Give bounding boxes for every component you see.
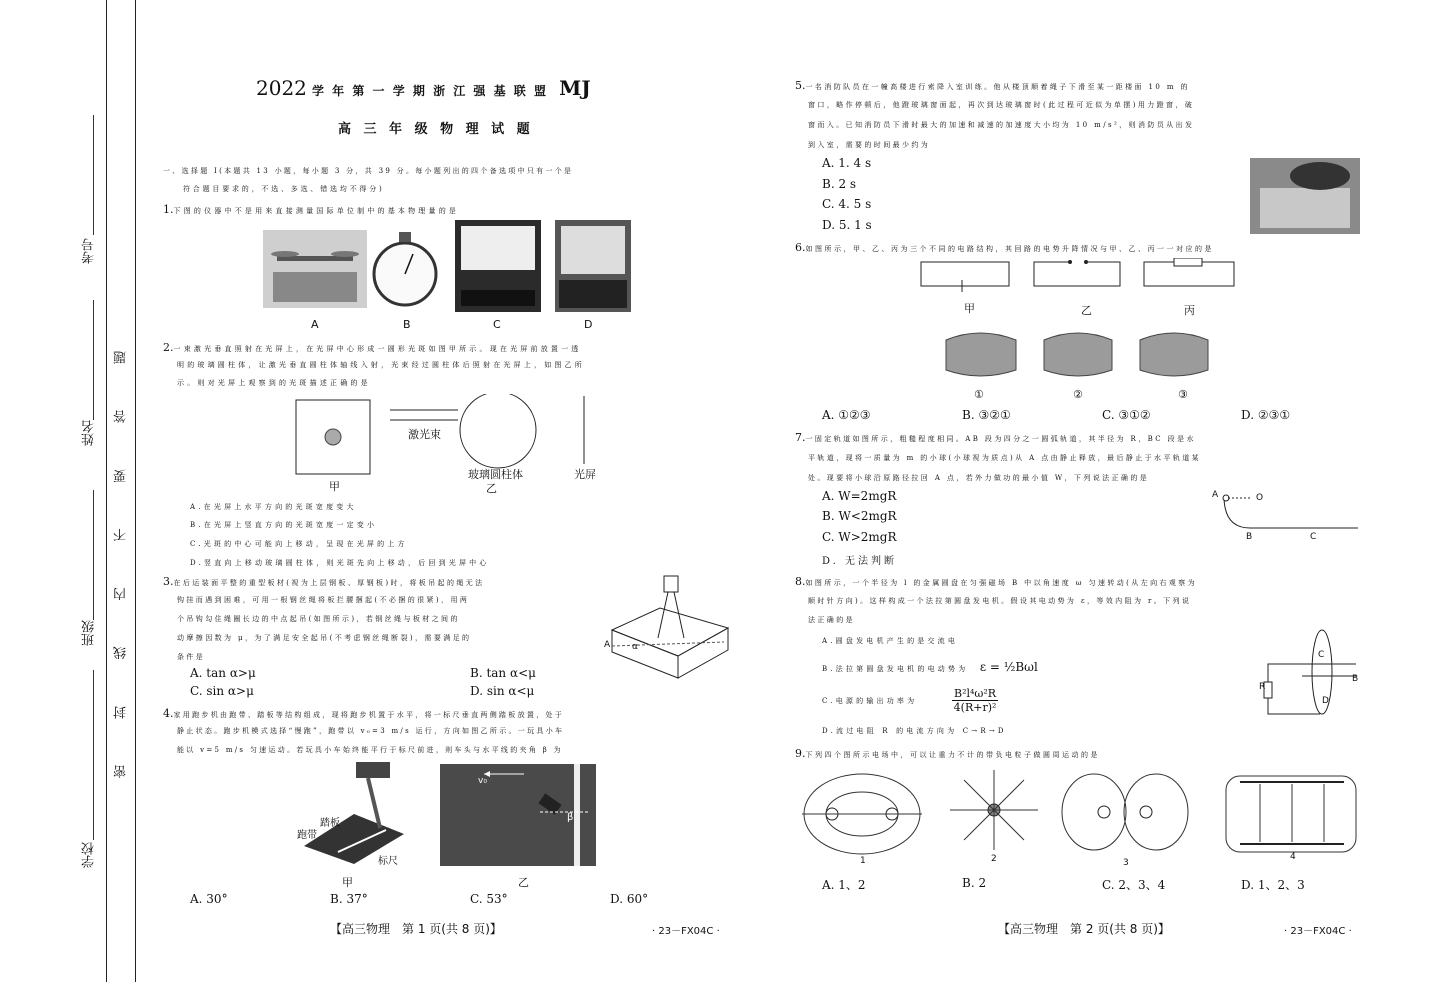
q7-line2: 平轨道，现将一质量为 m 的小球(小球视为质点)从 A 点由静止释放，最后静止于水平轨道某 [808, 454, 1202, 462]
q8-option-b [822, 658, 1038, 679]
voltmeter-terminals [461, 290, 535, 306]
steel-plate-side [678, 628, 728, 678]
q6-potential-rings [940, 324, 1210, 384]
contact-yi-right [1084, 260, 1088, 264]
q9-number: 9. [795, 747, 806, 760]
q4-figure [294, 758, 604, 870]
q8-option-c-fraction [952, 687, 998, 714]
exam-subtitle: 高 三 年 级 物 理 试 题 [338, 122, 534, 137]
q7-option-c: C. W>2mgR [822, 530, 897, 544]
q6-circuit-yi-label: 乙 [1081, 304, 1092, 317]
q4-line3: 能以 v=5 m/s 匀速运动。若玩具小车始终能平行于标尺前进，则车头与水平线的夹角 β 为 [177, 746, 563, 754]
ammeter-dial [561, 226, 625, 274]
q2-option-d: D.竖直向上移动玻璃圆柱体，则光斑先向上移动，后回到光屏中心 [190, 559, 490, 567]
glass-cylinder [460, 394, 536, 468]
q8-option-c [822, 692, 917, 711]
q7-fig-c: C [1310, 532, 1317, 542]
q8-option-c-text: C.电源的输出功率为 [822, 697, 918, 705]
q6-option-c: C. ③①② [1102, 408, 1151, 422]
field3-charge-right [1140, 806, 1152, 818]
q6-circuit-bing-label: 丙 [1184, 304, 1195, 317]
q2-cylinder-label: 玻璃圆柱体 [468, 468, 523, 481]
q8-text1: 如图所示，一个半径为 l 的金属圆盘在匀强磁场 B 中以角速度 ω 匀速转动(从左向右观察为 [805, 579, 1198, 587]
q7-fig-b: B [1246, 532, 1253, 542]
q8-fig-c: C [1318, 650, 1325, 660]
q8-disc-figure [1258, 628, 1368, 718]
q4-beta-label: β [567, 812, 574, 823]
ring-1 [946, 333, 1016, 376]
q1-label-b: B [403, 318, 411, 331]
q7-option-d: D. 无法判断 [822, 556, 898, 567]
q6-option-b: B. ③②① [962, 408, 1011, 422]
q6-option-a: A. ①②③ [822, 408, 871, 422]
q5-photo [1250, 158, 1360, 234]
balance-pan-right [331, 251, 359, 257]
q3-option-c: C. sin α>μ [190, 684, 254, 698]
q6-number: 6. [795, 241, 806, 254]
banji-underline [93, 490, 94, 620]
resistor-bing [1174, 258, 1202, 266]
q8-option-b-expr: ε = ½Bωl [979, 660, 1038, 674]
label-kaohao: 考号 [82, 238, 97, 264]
label-xuexiao: 学校 [82, 842, 97, 868]
q9-field-figures [800, 768, 1360, 856]
stopwatch-crown [399, 232, 411, 242]
q3-figure [604, 572, 734, 684]
q2-option-b: B.在光屏上竖直方向的光斑宽度一定变小 [190, 521, 378, 529]
q9-option-c: C. 2、3、4 [1102, 878, 1166, 892]
q7-fig-a: A [1212, 490, 1219, 500]
q2-option-a: A.在光屏上水平方向的光斑宽度变大 [190, 503, 357, 511]
binding-line-left [106, 0, 107, 982]
field3-lines-right [1124, 774, 1188, 850]
treadmill-console [356, 762, 390, 778]
kaohao-underline [93, 115, 94, 235]
ruler-stripe [574, 764, 580, 866]
q2-text1: 一束激光垂直照射在光屏上，在光屏中心形成一圆形光斑如图甲所示。现在光屏前放置一透 [173, 345, 582, 353]
field4-capacitor [1226, 776, 1356, 852]
q7-option-b: B. W<2mgR [822, 509, 897, 523]
q2-laser-label: 激光束 [408, 428, 441, 441]
q3-option-b: B. tan α<μ [470, 666, 536, 680]
label-banji: 班级 [82, 620, 97, 646]
q2-fig-yi: 乙 [486, 482, 497, 495]
binding-notice: 密 封 线 内 不 要 答 题 [114, 330, 129, 778]
q3-line2: 钩挂而遇到困难，可用一根钢丝绳将板拦腰捆起(不必捆的很紧)，用两 [177, 596, 470, 604]
q9-fig-label-1: 1 [860, 856, 866, 866]
q5-option-d: D. 5. 1 s [822, 218, 872, 232]
q8-line2: 顺时针方向)。这样构成一个法拉第圆盘发电机。假设其电动势为 ε，等效内阻为 r。下列说 [808, 597, 1192, 605]
q7-line3: 处。现要将小球沿原路径拉回 A 点，若外力做功的最小值 W，下列说法正确的是 [808, 474, 1150, 482]
q2-number: 2. [163, 341, 174, 354]
q2-line2: 明的玻璃圆柱体，让激光垂直圆柱体轴线入射，光束经过圆柱体后照射在光屏上，如图乙所 [177, 361, 585, 369]
q3-text1: 在后运装面平整的重型板材(视为上层钢板、厚钢板)时，将板吊起的绳无法 [173, 579, 485, 587]
q1-number: 1. [163, 203, 174, 216]
q5-number: 5. [795, 79, 806, 92]
xingming-underline [93, 300, 94, 420]
q8-line3: 法正确的是 [808, 616, 855, 624]
title-mark: MJ [559, 76, 591, 100]
section1-line1: 一、选择题 Ⅰ(本题共 13 小题，每小题 3 分，共 39 分。每小题列出的四个备选项中只有一个是 [163, 167, 574, 175]
footer-right-code: · 23－FX04C · [1284, 926, 1352, 937]
q5-building-windows [1260, 188, 1350, 228]
q6-text: 如图所示，甲、乙、丙为三个不同的电路结构，其回路的电势升降情况与甲、乙、丙一一对应的是 [805, 245, 1214, 253]
q9-fig-label-2: 2 [991, 854, 997, 864]
q6-ring3-label: ③ [1178, 388, 1188, 401]
q4-option-d: D. 60° [610, 892, 649, 906]
label-xingming: 姓名 [82, 420, 97, 446]
q6-stem [795, 238, 1214, 259]
q9-fig-label-3: 3 [1123, 858, 1129, 868]
q4-ruler-label: 标尺 [378, 856, 398, 867]
q6-circuit-jia-label: 甲 [964, 302, 975, 315]
q1-figure [263, 218, 633, 316]
q3-option-d: D. sin α<μ [470, 684, 535, 698]
q7-text1: 一固定轨道如图所示，粗糙程度相同。AB 段为四分之一圆弧轨道，其半径为 R，BC 段是水 [805, 435, 1196, 443]
xuexiao-underline [93, 670, 94, 840]
q3-line5: 条件是 [177, 653, 206, 661]
q8-fig-d: D [1322, 696, 1329, 706]
title-year: 2022 [256, 76, 307, 100]
q8-option-a: A.圆盘发电机产生的是交流电 [822, 637, 959, 645]
q4-option-b: B. 37° [330, 892, 368, 906]
q8-option-b-text: B.法拉第圆盘发电机的电动势为 [822, 665, 969, 673]
q4-line2: 静止状态。跑步机模式选择“慢跑”，跑带以 v₀=3 m/s 运行，方向如图乙所示。一玩具小车 [177, 727, 565, 735]
screen-spot [325, 429, 341, 445]
balance-pan-left [271, 251, 299, 257]
contact-yi-left [1068, 260, 1072, 264]
rope-left [658, 592, 668, 638]
steel-plate-front [612, 630, 678, 678]
ammeter-base [559, 280, 627, 308]
q6-ring1-label: ① [974, 388, 984, 401]
q1-label-c: C [493, 318, 501, 331]
footer-left-page: 【高三物理 第 1 页(共 8 页)】 [330, 922, 502, 936]
q4-fig-yi: 乙 [518, 876, 529, 889]
circuit-yi [1034, 262, 1120, 286]
q4-option-c: C. 53° [470, 892, 508, 906]
q5-line4: 到入室，需要的时间最少约为 [808, 141, 931, 149]
q8-option-d: D.流过电阻 R 的电流方向为 C→R→D [822, 727, 1007, 735]
q8-fig-r: R [1259, 682, 1266, 692]
q3-number: 3. [163, 575, 174, 588]
ring-2 [1044, 333, 1112, 376]
q4-belt-label: 跑带 [297, 830, 317, 841]
q4-text1: 家用跑步机由跑带、踏板等结构组成，现将跑步机置于水平，将一标尺垂直两侧踏板放置，处于 [173, 711, 565, 719]
q5-option-a: A. 1. 4 s [822, 156, 872, 170]
q8-fraction-denominator: 4(R+r)² [953, 701, 997, 714]
q8-fig-b: B [1352, 674, 1359, 684]
title-rest: 学 年 第 一 学 期 浙 江 强 基 联 盟 [312, 84, 548, 98]
q7-fig-o: O [1256, 493, 1264, 503]
steel-plate-top [612, 608, 728, 656]
field3-charge-left [1098, 806, 1110, 818]
q9-stem [795, 744, 1100, 765]
ring-3 [1140, 333, 1208, 376]
q5-option-b: B. 2 s [822, 177, 857, 191]
q4-option-a: A. 30° [190, 892, 228, 906]
footer-left-code: · 23－FX04C · [652, 926, 720, 937]
q3-fig-a: A [604, 640, 611, 650]
q8-line1 [795, 572, 1197, 593]
q2-screen-label: 光屏 [574, 468, 596, 481]
q9-option-d: D. 1、2、3 [1241, 878, 1305, 892]
field3-lines-left [1062, 774, 1126, 850]
q5-line3: 窗而入。已知消防员下滑时最大的加速和减速的加速度大小均为 10 m/s²，则消防员从出发 [808, 121, 1195, 129]
q3-line1 [163, 572, 485, 593]
q3-line3: 个吊钩勾住绳圈长边的中点起吊(如图所示)，若钢丝绳与板材之间的 [177, 615, 460, 623]
q7-option-a: A. W=2mgR [822, 489, 897, 503]
q7-line1 [795, 428, 1196, 449]
q2-fig-jia: 甲 [329, 480, 340, 493]
q5-option-c: C. 4. 5 s [822, 197, 872, 211]
q1-label-d: D [584, 318, 593, 331]
q9-text: 下列四个图所示电场中，可以让重力不计的带负电粒子做圆周运动的是 [805, 751, 1100, 759]
balance-base [273, 272, 357, 302]
q5-smoke [1290, 162, 1350, 190]
section1-line2: 符合题目要求的，不选、多选、错选均不得分) [183, 185, 385, 193]
q2-option-c: C.光斑的中心可能向上移动，呈现在光屏的上方 [190, 540, 408, 548]
q4-pedal-label: 踏板 [320, 818, 340, 829]
q5-line1 [795, 76, 1190, 97]
q9-option-a: A. 1、2 [822, 878, 866, 892]
q8-fraction-numerator: B²l⁴ω²R [954, 687, 997, 700]
q3-line4: 动摩擦因数为 μ，为了满足安全起吊(不考虑钢丝绳断裂)，需要满足的 [177, 634, 472, 642]
q3-option-a: A. tan α>μ [190, 666, 256, 680]
q4-number: 4. [163, 707, 174, 720]
q6-option-d: D. ②③① [1241, 408, 1291, 422]
q8-number: 8. [795, 575, 806, 588]
q7-track-figure [1210, 490, 1360, 538]
footer-right-page: 【高三物理 第 2 页(共 8 页)】 [998, 922, 1170, 936]
q1-text: 下图的仪器中不是用来直接测量国际单位制中的基本物理量的是 [173, 207, 460, 215]
q9-fig-label-4: 4 [1290, 852, 1296, 862]
crane-hook [664, 576, 678, 592]
q4-v0-label: v₀ [478, 776, 487, 786]
q1-label-a: A [311, 318, 319, 331]
q6-ring2-label: ② [1073, 388, 1083, 401]
q5-text1: 一名消防队员在一幢高楼进行索降入室训练。他从楼顶顺着绳子下滑至某一距楼面 10 m 的 [805, 83, 1190, 91]
wire-loop [612, 642, 724, 646]
q4-fig-jia: 甲 [342, 876, 353, 889]
circuit-jia [921, 262, 1009, 286]
voltmeter-dial [461, 226, 535, 270]
exam-title [256, 76, 591, 100]
q2-line3: 示。则对光屏上观察到的光斑描述正确的是 [177, 379, 371, 387]
q5-line2: 窗口，略作停顿后，他蹬玻璃窗面起，再次到达玻璃窗时(此过程可近似为单摆)用力蹬窗，破 [808, 101, 1195, 109]
binding-line-right [135, 0, 136, 982]
q3-fig-alpha: α [632, 642, 638, 652]
q7-number: 7. [795, 431, 806, 444]
q9-option-b: B. 2 [962, 876, 987, 890]
